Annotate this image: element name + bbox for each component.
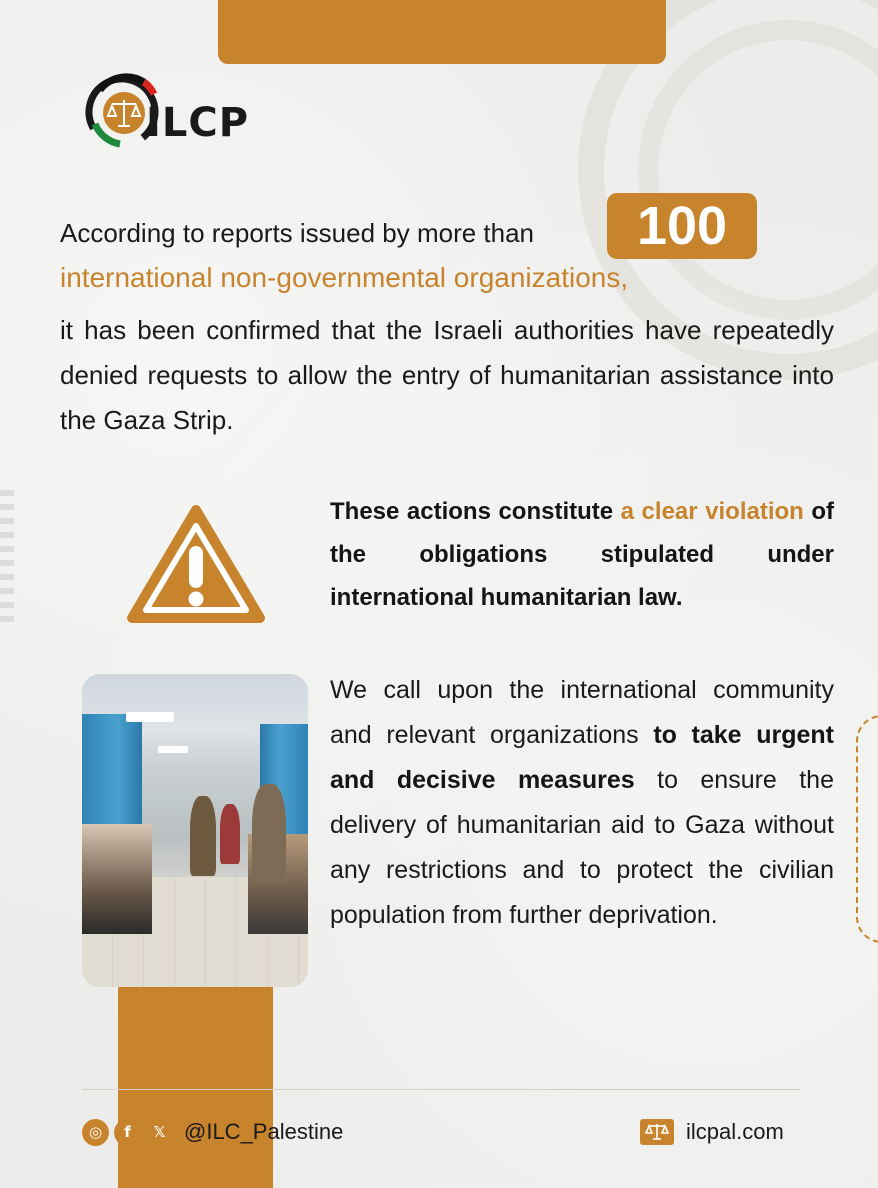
organizations-highlight: international non-governmental organizations, — [60, 262, 629, 293]
violation-highlight: a clear violation — [620, 498, 804, 525]
scales-icon — [640, 1119, 674, 1145]
website-url[interactable]: ilcpal.com — [686, 1119, 784, 1144]
call-text-start: We call upon the international community and relevant organizations — [330, 676, 834, 749]
intro-paragraph: it has been confirmed that the Israeli authorities have repeatedly denied requests to allow the entry of humanitarian assistance into the Gaza Strip. — [60, 315, 834, 435]
call-text-end: to ensure the delivery of humanitarian aid to Gaza without any restrictions and to protect the civilian population from further deprivation. — [330, 766, 834, 929]
violation-text-end: of the obligations stipulated under international humanitarian law. — [330, 498, 835, 611]
footer-divider — [82, 1089, 800, 1090]
instagram-icon[interactable]: ◎ — [82, 1119, 109, 1146]
x-icon[interactable]: 𝕏 — [146, 1119, 173, 1146]
violation-text-start: These actions constitute — [330, 498, 614, 525]
count-badge: 100 — [607, 193, 757, 259]
decorative-bracket — [856, 715, 878, 943]
ilcp-logo — [82, 64, 252, 154]
website-link[interactable] — [640, 1117, 784, 1147]
call-strong-text: to take urgent and decisive measures — [330, 721, 835, 794]
intro-lead-text: According to reports issued by more than — [60, 218, 535, 248]
social-links — [82, 1117, 343, 1147]
hospital-corridor-photo — [82, 674, 308, 987]
social-handle[interactable]: @ILC_Palestine — [184, 1119, 344, 1144]
call-to-action-paragraph — [330, 668, 834, 938]
warning-triangle-icon — [126, 502, 266, 626]
photo-accent-strip — [118, 960, 273, 1188]
facebook-icon[interactable]: f — [114, 1119, 141, 1146]
logo-wordmark: ILCP — [146, 100, 250, 146]
violation-paragraph — [330, 490, 834, 619]
top-accent-tab — [218, 0, 666, 64]
decorative-dashes — [0, 490, 14, 630]
